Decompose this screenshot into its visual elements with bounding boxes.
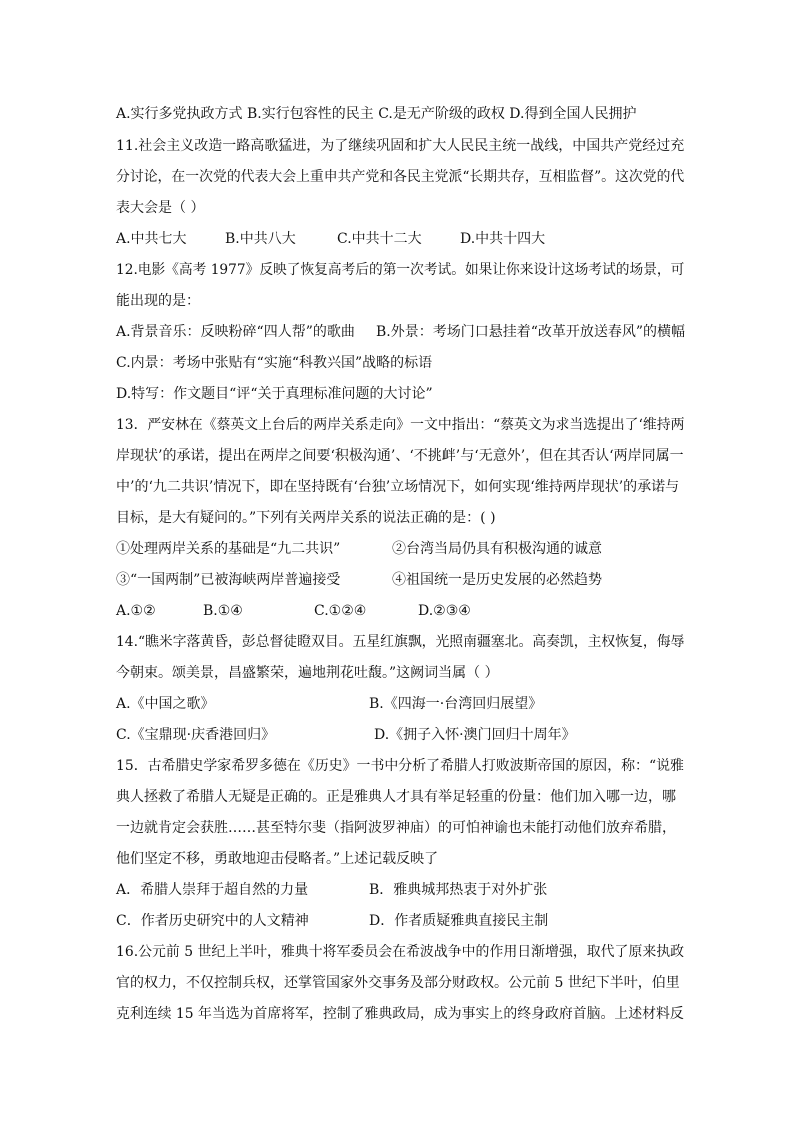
- q13-statement-4: ④祖国统一是历史发展的必然趋势: [392, 572, 602, 588]
- q15-option-b: B．雅典城邦热衷于对外扩张: [369, 882, 548, 898]
- q14-option-a: A.《中国之歌》: [116, 696, 215, 712]
- q11-option-d: D.中共十四大: [460, 231, 546, 247]
- q12-stem-line-2: 能出现的是：: [116, 293, 200, 309]
- q13-stem-line-2: 岸现状’的承诺，提出在两岸之间要‘积极沟通’、‘不挑衅’与‘无意外’，但在其否认‘两岸同属一: [116, 448, 684, 464]
- q13-statement-3: ③“一国两制”已被海峡两岸普遍接受: [116, 572, 341, 588]
- q15-option-a: A．希腊人崇拜于超自然的力量: [116, 882, 309, 898]
- q16-stem-line-3: 克利连续 15 年当选为首席将军，控制了雅典政局，成为事实上的终身政府首脑。上述材料反: [116, 1006, 684, 1022]
- q13-option-d: D.②③④: [418, 603, 471, 619]
- q11-stem-line-2: 分讨论，在一次党的代表大会上重申共产党和各民主党派“长期共存，互相监督”。这次党的代: [116, 169, 685, 185]
- q15-stem-line-3: 一边就肯定会获胜……甚至特尔斐（指阿波罗神庙）的可怕神谕也未能打动他们放弃希腊，: [116, 820, 676, 836]
- q13-option-b: B.①④: [203, 603, 243, 619]
- q16-stem-line-2: 官的权力，不仅控制兵权，还掌管国家外交事务及部分财政权。公元前 5 世纪下半叶，伯里: [116, 975, 680, 991]
- q13-statement-1: ①处理两岸关系的基础是“九二共识”: [116, 541, 341, 557]
- q14-stem-line-2: 今朝束。颂美景，昌盛繁荣，遍地荆花吐馥。”这阙词当属（ ）: [116, 665, 499, 681]
- q11-option-a: A.中共七大: [116, 231, 187, 247]
- q16-stem-line-1: 16.公元前 5 世纪上半叶，雅典十将军委员会在希波战争中的作用日渐增强，取代了原来执政: [116, 944, 685, 960]
- q14-option-c: C.《宝鼎现·庆香港回归》: [116, 727, 276, 743]
- q13-option-a: A.①②: [116, 603, 156, 619]
- q12-option-a: A.背景音乐：反映粉碎“四人帮”的歌曲: [116, 324, 355, 340]
- q12-option-b: B.外景：考场门口悬挂着“改革开放送春风”的横幅: [376, 324, 686, 340]
- q11-stem-line-1: 11.社会主义改造一路高歌猛进，为了继续巩固和扩大人民民主统一战线，中国共产党经过充: [116, 138, 685, 154]
- q13-option-c: C.①②④: [314, 603, 367, 619]
- q15-stem-line-1: 15．古希腊史学家希罗多德在《历史》一书中分析了希腊人打败波斯帝国的原因，称：“说雅: [116, 758, 684, 774]
- q13-stem-line-3: 中’的‘九二共识’情况下，即在坚持既有‘台独’立场情况下，如何实现‘维持两岸现状’的承诺与: [116, 479, 680, 495]
- q12-option-c: C.内景：考场中张贴有“实施“科教兴国”战略的标语: [116, 355, 433, 371]
- q13-stem-line-1: 13．严安林在《蔡英文上台后的两岸关系走向》一文中指出：“蔡英文为求当选提出了‘维持两: [116, 417, 685, 433]
- q13-stem-line-4: 目标，是大有疑问的。”下列有关两岸关系的说法正确的是：( ): [116, 510, 496, 526]
- q15-option-c: C．作者历史研究中的人文精神: [116, 913, 309, 929]
- q11-option-c: C.中共十二大: [337, 231, 422, 247]
- q15-stem-line-4: 他们坚定不移，勇敢地迎击侵略者。”上述记载反映了: [116, 851, 439, 867]
- q12-option-d: D.特写：作文题目“评“关于真理标准问题的大讨论”: [116, 386, 433, 402]
- q15-option-d: D．作者质疑雅典直接民主制: [369, 913, 549, 929]
- q13-statement-2: ②台湾当局仍具有积极沟通的诚意: [392, 541, 602, 557]
- q15-stem-line-2: 典人拯救了希腊人无疑是正确的。正是雅典人才具有举足轻重的份量：他们加入哪一边，哪: [116, 789, 676, 805]
- q11-option-b: B.中共八大: [225, 231, 296, 247]
- q12-stem-line-1: 12.电影《高考 1977》反映了恢复高考后的第一次考试。如果让你来设计这场考试的场景，可: [116, 262, 685, 278]
- q10-options-line: A.实行多党执政方式 B.实行包容性的民主 C.是无产阶级的政权 D.得到全国人民拥护: [116, 106, 637, 122]
- q14-stem-line-1: 14.“瞧米字落黄昏，彭总督徒瞪双目。五星红旗飘，光照南疆塞北。高奏凯，主权恢复，侮辱: [116, 634, 685, 650]
- q14-option-b: B.《四海一·台湾回归展望》: [369, 696, 543, 712]
- q11-stem-line-3: 表大会是（ ）: [116, 200, 205, 216]
- q14-option-d: D.《拥子入怀·澳门回归十周年》: [374, 727, 576, 743]
